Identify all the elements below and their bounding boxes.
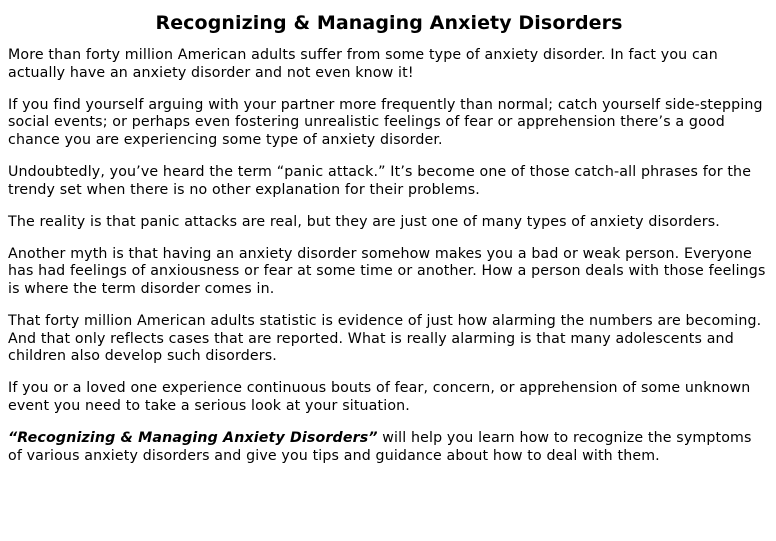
closing-text: will help you learn how to recognize the symptoms of various anxiety disorders and give you tips and guidance about how to deal with them. xyxy=(8,430,752,464)
book-title: “Recognizing & Managing Anxiety Disorders” xyxy=(8,430,378,446)
paragraph-loved-one: If you or a loved one experience continuous bouts of fear, concern, or apprehension of some unknown event you need to take a serious look at your situation. xyxy=(8,380,751,414)
paragraph-statistic: That forty million American adults statistic is evidence of just how alarming the numbers are becoming. And that only reflects cases that are reported. What is really alarming is that many adolescents and children also develop such disorders. xyxy=(8,313,762,365)
paragraph-symptoms: If you find yourself arguing with your partner more frequently than normal; catch yourself side-stepping social events; or perhaps even fostering unrealistic feelings of fear or apprehension there’s a good chance you are experiencing some type of anxiety disorder. xyxy=(8,96,763,148)
paragraph-panic-attack: Undoubtedly, you’ve heard the term “panic attack.” It’s become one of those catch-all phrases for the trendy set when there is no other explanation for their problems. xyxy=(8,163,752,198)
document-page xyxy=(8,10,770,465)
paragraph-closing xyxy=(8,430,770,465)
document-title: Recognizing & Managing Anxiety Disorders xyxy=(155,12,623,34)
paragraph-reality: The reality is that panic attacks are real, but they are just one of many types of anxiety disorders. xyxy=(8,213,720,230)
paragraph-myth: Another myth is that having an anxiety disorder somehow makes you a bad or weak person. Everyone has had feelings of anxiousness or fear at some time or another. How a person deals with those feelings is where the term disorder comes in. xyxy=(8,245,766,297)
paragraph-intro: More than forty million American adults suffer from some type of anxiety disorder. In fact you can actually have an anxiety disorder and not even know it! xyxy=(8,47,718,81)
